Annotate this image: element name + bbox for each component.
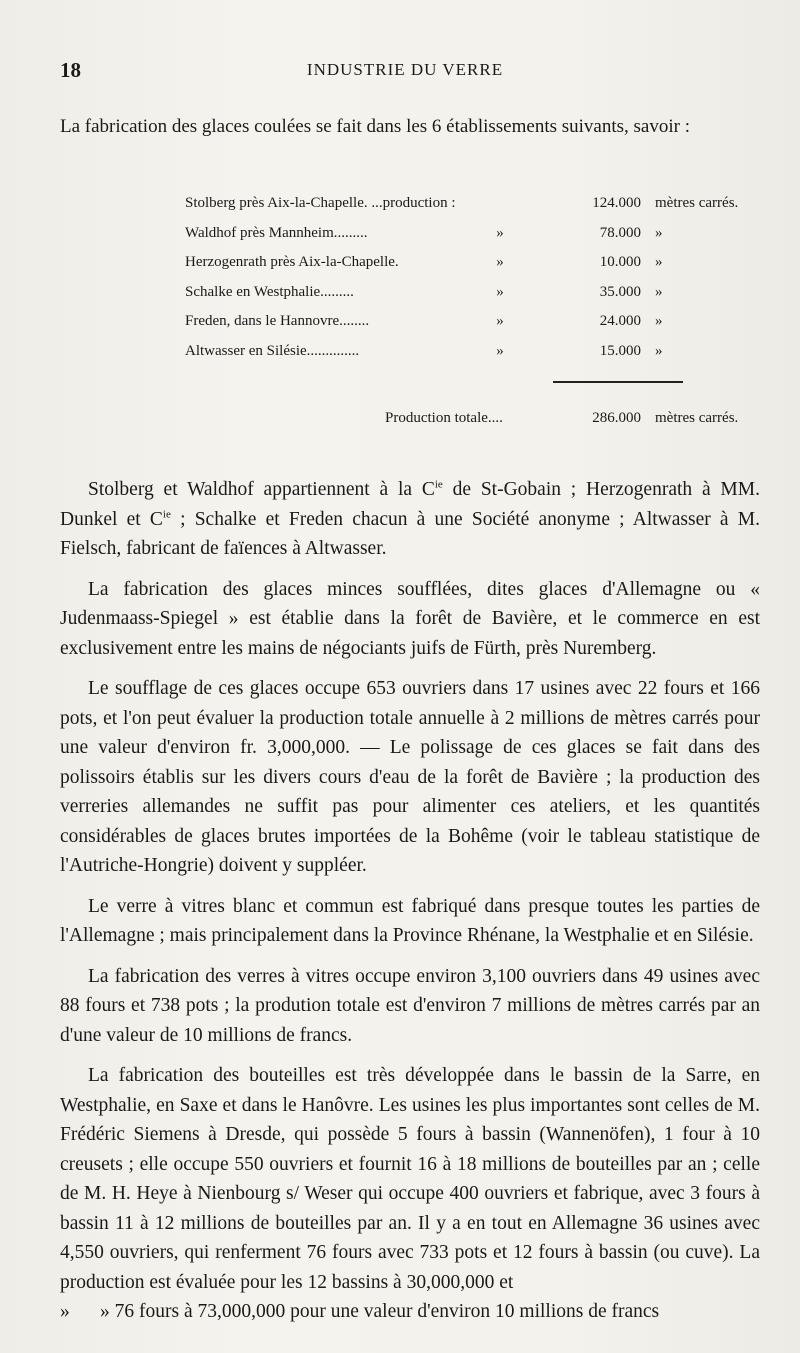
factory-name: Schalke en Westphalie.........: [185, 283, 354, 300]
factory-name: Freden, dans le Hannovre........: [185, 313, 370, 329]
production-value: 78.000: [599, 224, 641, 241]
production-unit: »: [655, 313, 663, 329]
ditto-mark: »: [496, 283, 504, 300]
text-run: de St-Gobain ; Herzogenrath à MM. Dunkel et C: [60, 479, 760, 530]
production-unit: »: [655, 283, 663, 300]
production-unit: mètres carrés.: [655, 195, 739, 211]
table-row: [185, 343, 760, 373]
paragraph-thin-glass: La fabrication des glaces minces soufflées, dites glaces d'Allemagne ou « Judenmaass-Spiegel » est établie dans la forêt de Bavière, et le commerce en est exclusivement entre les mains de négociants juifs de Fürth, près Nuremberg.: [60, 578, 760, 659]
running-title: INDUSTRIE DU VERRE: [306, 60, 504, 79]
paragraph-blowing: Le soufflage de ces glaces occupe 653 ouvriers dans 17 usines avec 22 fours et 166 pots, et l'on peut évaluer la production totale annuelle à 2 millions de mètres carrés pour une valeur d'environ fr. 3,000,000. — Le polissage de ces glaces se fait dans des polissoirs établis sur les divers cours d'eau de la forêt de Bavière ; la production des verreries allemandes ne suffit pas pour alimenter ces ateliers, et les quantités considérables de glaces brutes importées de la Bohême (voir le tableau statistique de l'Autriche-Hongrie) doivent y suppléer.: [60, 678, 760, 876]
production-unit: »: [655, 342, 663, 359]
text-run: Stolberg et Waldhof appartiennent à la C: [88, 479, 435, 500]
table-row: [185, 225, 760, 255]
total-row: [385, 410, 765, 432]
page-number: 18: [60, 58, 81, 82]
text-run: ; Schalke et Freden chacun à une Société anonyme ; Altwasser à M. Fielsch, fabricant de faïences à Altwasser.: [60, 508, 760, 559]
ditto-mark: »: [496, 342, 504, 359]
total-label: Production totale....: [385, 410, 503, 426]
table-row: [185, 195, 760, 225]
total-value: 286.000: [592, 410, 641, 426]
paragraph-ownership: [60, 475, 760, 564]
factory-name: Waldhof près Mannheim.........: [185, 224, 368, 241]
paragraph-window-production: La fabrication des verres à vitres occupe environ 3,100 ouvriers dans 49 usines avec 88 fours et 738 pots ; la prodution totale est d'environ 7 millions de mètres carrés par an d'une valeur de 10 millions de francs.: [60, 965, 760, 1046]
superscript: ie: [162, 508, 171, 520]
production-value: 24.000: [599, 313, 641, 329]
production-unit: »: [655, 254, 663, 270]
production-value: 10.000: [599, 254, 641, 270]
production-value: 35.000: [599, 283, 641, 300]
production-value: 15.000: [599, 342, 641, 359]
text-run: » 76 fours à 73,000,000 pour une valeur d'environ 10 millions de francs: [100, 1301, 660, 1322]
factory-name: Altwasser en Silésie..............: [185, 342, 360, 359]
table-row: [185, 284, 760, 314]
intro-paragraph: La fabrication des glaces coulées se fait dans les 6 établissements suivants, savoir :: [60, 116, 690, 137]
page-header: [60, 58, 750, 88]
ditto-mark: »: [496, 224, 504, 241]
paragraph-bottles-continued: [60, 1297, 760, 1327]
ditto-mark: »: [496, 313, 504, 329]
ditto-mark: »: [496, 254, 504, 270]
factory-name: Stolberg près Aix-la-Chapelle. ...production :: [185, 195, 456, 211]
body-text: [60, 475, 760, 1338]
table-row: [185, 313, 760, 343]
paragraph-bottles: La fabrication des bouteilles est très développée dans le bassin de la Sarre, en Westphalie, en Saxe et dans le Hanôvre. Les usines les plus importantes sont celles de M. Frédéric Siemens à Dresde, qui possède 5 fours à bassin (Wannenöfen), 1 four à 10 creusets ; elle occupe 550 ouvriers et fournit 16 à 18 millions de bouteilles par an ; celle de M. H. Heye à Nienbourg s/ Weser qui occupe 400 ouvriers et fabrique, avec 3 fours à bassin 11 à 12 millions de bouteilles par an. Il y a en tout en Allemagne 36 usines avec 4,550 ouvriers, qui renferment 76 fours avec 733 pots et 12 fours à bassin (ou cuve). La production est évaluée pour les 12 bassins à 30,000,000 et: [60, 1065, 760, 1293]
total-unit: mètres carrés.: [655, 410, 739, 426]
table-row: [185, 254, 760, 284]
production-table: [185, 195, 760, 372]
superscript: ie: [434, 478, 443, 491]
production-unit: »: [655, 224, 663, 241]
production-value: 124.000: [592, 195, 641, 211]
paragraph-window-glass: Le verre à vitres blanc et commun est fabriqué dans presque toutes les parties de l'Allemagne ; mais principalement dans la Province Rhénane, la Westphalie et en Silésie.: [60, 895, 760, 946]
factory-name: Herzogenrath près Aix-la-Chapelle.: [185, 254, 399, 270]
total-divider: [553, 381, 683, 383]
ditto-marker: »: [60, 1301, 70, 1322]
